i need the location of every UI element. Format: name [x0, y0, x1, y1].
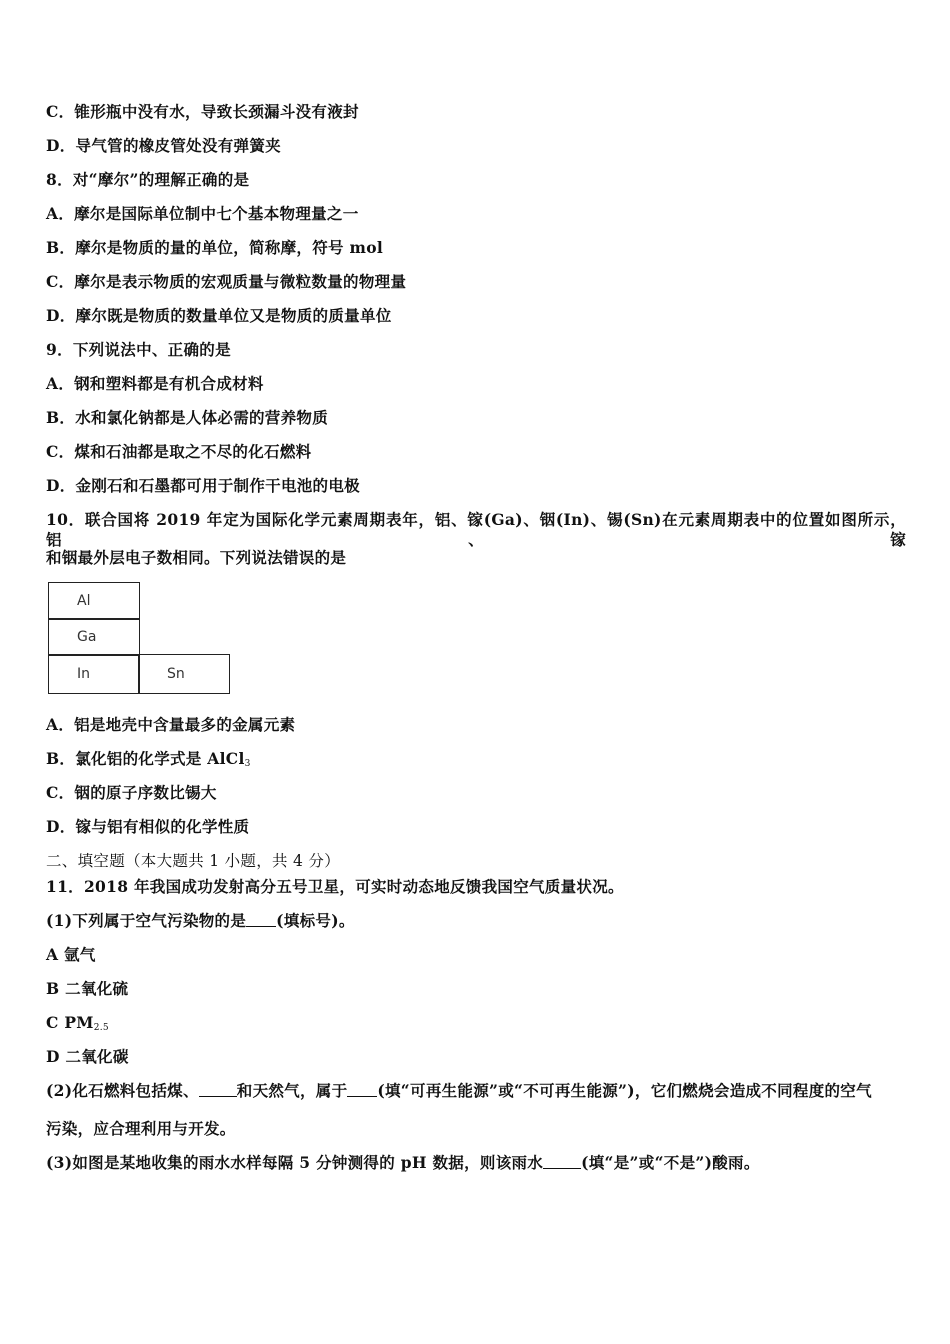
- q8-option-c: C．摩尔是表示物质的宏观质量与微粒数量的物理量: [46, 272, 407, 291]
- answer-blank-2[interactable]: [199, 1082, 237, 1097]
- q11-option-c: [46, 1013, 109, 1038]
- element-cell-ga: Ga: [48, 618, 140, 656]
- q11-part2-text-3: (填“可再生能源”或“不可再生能源”)，它们燃烧会造成不同程度的空气: [377, 1081, 872, 1100]
- q7-option-c: C．锥形瓶中没有水，导致长颈漏斗没有液封: [46, 102, 359, 121]
- q9-stem: 9．下列说法中、正确的是: [46, 340, 231, 359]
- q10-option-a: A．铝是地壳中含量最多的金属元素: [46, 715, 296, 734]
- q11-part3-text-before: (3)如图是某地收集的雨水水样每隔 5 分钟测得的 pH 数据，则该雨水: [46, 1153, 544, 1172]
- element-cell-in: In: [48, 654, 140, 694]
- q10-stem-line1: 10．联合国将 2019 年定为国际化学元素周期表年，铝、镓(Ga)、铟(In)、锡(Sn)在元素周期表中的位置如图所示，铝、镓: [46, 510, 906, 549]
- q11-part3: [46, 1153, 760, 1173]
- q11-part2-text-1: (2)化石燃料包括煤、: [46, 1081, 199, 1100]
- periodic-table-fragment: [48, 582, 230, 696]
- section-title: 二、填空题（本大题共 1 小题，共 4 分）: [46, 852, 341, 870]
- q11-part3-text-after: (填“是”或“不是”)酸雨。: [581, 1153, 760, 1172]
- q11-part1-text-after: (填标号)。: [276, 911, 355, 930]
- q10-option-b: [46, 749, 251, 774]
- answer-blank-4[interactable]: [543, 1154, 581, 1169]
- q11-option-c-subscript: 2.5: [93, 1023, 109, 1033]
- q11-stem: 11．2018 年我国成功发射高分五号卫星，可实时动态地反馈我国空气质量状况。: [46, 877, 624, 896]
- answer-blank-1[interactable]: [246, 912, 276, 927]
- q10-option-d: D．镓与铝有相似的化学性质: [46, 817, 250, 836]
- q11-option-c-text: C PM: [46, 1013, 94, 1032]
- q11-option-b: B 二氧化硫: [46, 979, 129, 998]
- q7-option-d: D．导气管的橡皮管处没有弹簧夹: [46, 136, 281, 155]
- q8-stem: 8．对“摩尔”的理解正确的是: [46, 170, 250, 189]
- q10-option-c: C．铟的原子序数比锡大: [46, 783, 217, 802]
- q9-option-b: B．水和氯化钠都是人体必需的营养物质: [46, 408, 329, 427]
- element-cell-al: Al: [48, 582, 140, 620]
- q11-part1-text-before: (1)下列属于空气污染物的是: [46, 911, 247, 930]
- q11-option-d: D 二氧化碳: [46, 1047, 129, 1066]
- q8-option-d: D．摩尔既是物质的数量单位又是物质的质量单位: [46, 306, 392, 325]
- q11-part2-line1: [46, 1081, 872, 1101]
- q10-stem-line2: 和铟最外层电子数相同。下列说法错误的是: [46, 548, 347, 567]
- q11-part2-line2: 污染，应合理利用与开发。: [46, 1119, 236, 1138]
- q11-part1: [46, 911, 355, 931]
- q8-option-a: A．摩尔是国际单位制中七个基本物理量之一: [46, 204, 359, 223]
- element-cell-sn: Sn: [138, 654, 230, 694]
- q8-option-b: B．摩尔是物质的量的单位，简称摩，符号 mol: [46, 238, 384, 257]
- answer-blank-3[interactable]: [347, 1082, 377, 1097]
- q10-option-b-subscript: 3: [244, 759, 251, 769]
- q9-option-c: C．煤和石油都是取之不尽的化石燃料: [46, 442, 312, 461]
- q9-option-d: D．金刚石和石墨都可用于制作干电池的电极: [46, 476, 360, 495]
- q10-option-b-text: B．氯化铝的化学式是 AlCl: [46, 749, 245, 768]
- q9-option-a: A．钢和塑料都是有机合成材料: [46, 374, 264, 393]
- q11-part2-text-2: 和天然气，属于: [236, 1081, 348, 1100]
- q11-option-a: A 氩气: [46, 945, 96, 964]
